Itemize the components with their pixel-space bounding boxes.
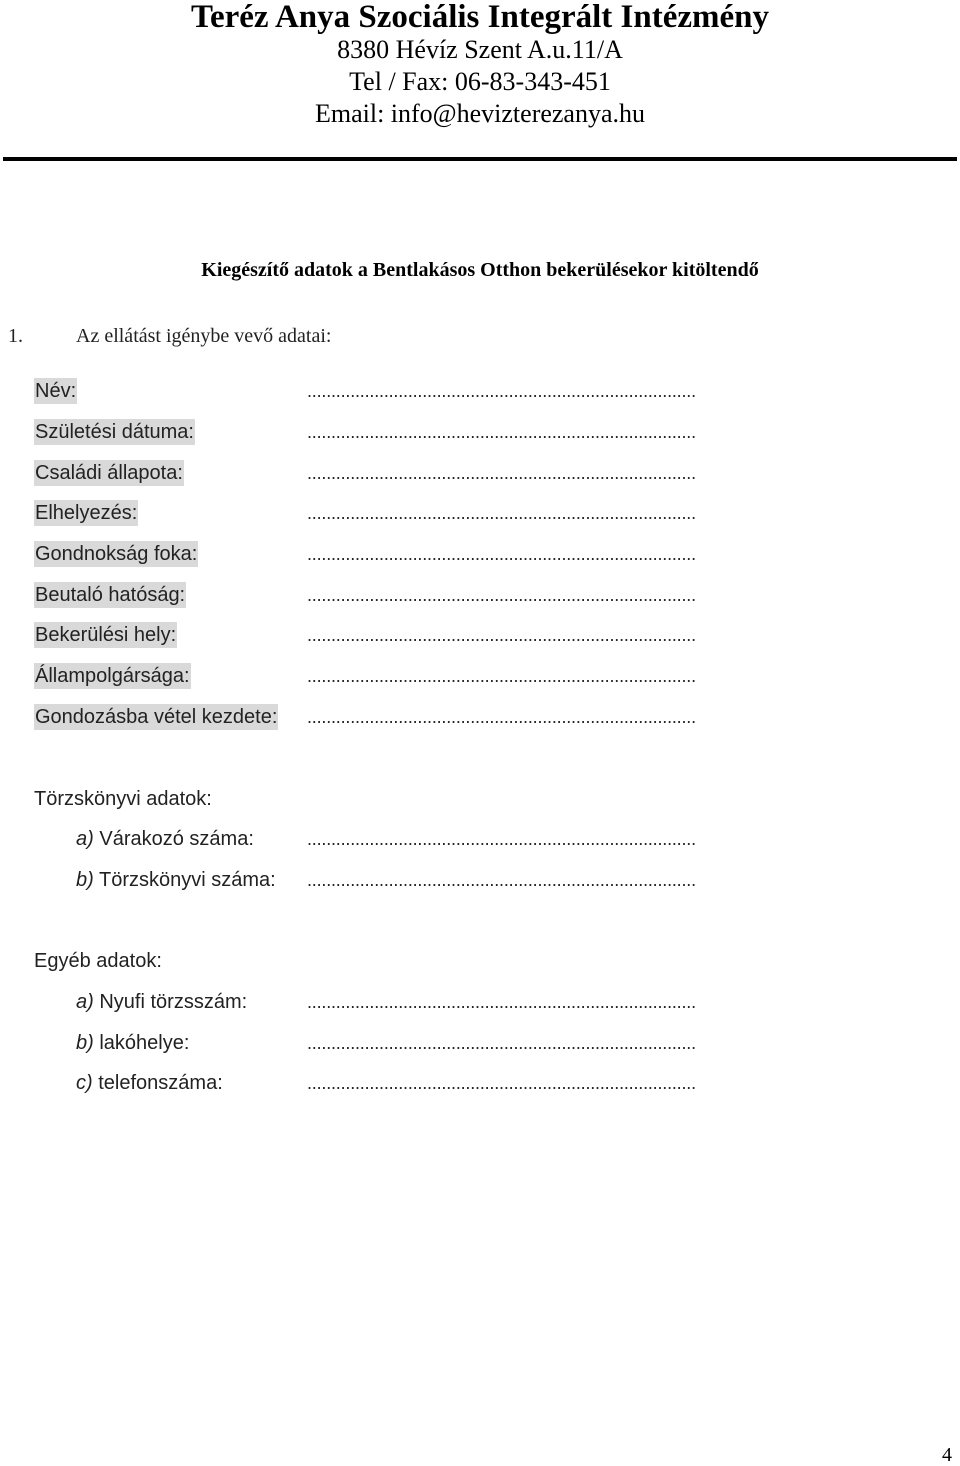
organization-email: Email: info@hevizterezanya.hu (314, 99, 646, 128)
form-row-birth-date (0, 419, 960, 445)
fill-in-line[interactable]: ................................................................................. (307, 463, 696, 483)
form-row-admission-place (0, 622, 960, 648)
fill-in-line[interactable]: ................................................................................. (307, 992, 696, 1012)
item-prefix: b) (76, 1032, 94, 1054)
fill-in-line[interactable]: ................................................................................. (307, 1033, 696, 1053)
form-row-waiting-number (0, 826, 960, 852)
field-label-text: Várakozó száma: (99, 828, 254, 850)
fill-in-line[interactable]: ................................................................................. (307, 503, 696, 523)
fill-in-line[interactable]: ................................................................................. (307, 870, 696, 890)
field-label (76, 1070, 223, 1096)
fill-in-line[interactable]: ................................................................................. (307, 625, 696, 645)
item-prefix: a) (76, 828, 94, 850)
form-row-placement (0, 500, 960, 526)
form-row-registry-number (0, 867, 960, 893)
letterhead (0, 0, 960, 130)
field-label: Állampolgársága: (35, 665, 190, 687)
field-label-text: Törzskönyvi száma: (99, 869, 276, 891)
form-row-referring-authority (0, 582, 960, 608)
field-label: Gondozásba vétel kezdete: (35, 706, 278, 728)
header-divider (3, 157, 957, 161)
field-label: Bekerülési hely: (35, 624, 177, 646)
fill-in-line[interactable]: ................................................................................. (307, 381, 696, 401)
organization-phone: Tel / Fax: 06-83-343-451 (349, 67, 611, 96)
form-row-marital-status (0, 460, 960, 486)
field-label (76, 867, 276, 893)
field-label: Név: (35, 380, 77, 402)
form-row-name (0, 378, 960, 404)
item-prefix: c) (76, 1072, 93, 1094)
field-label (76, 989, 247, 1015)
item-prefix: a) (76, 991, 94, 1013)
field-label-text: telefonszáma: (98, 1072, 223, 1094)
fill-in-line[interactable]: ................................................................................. (307, 585, 696, 605)
organization-address: 8380 Hévíz Szent A.u.11/A (337, 35, 623, 64)
other-data-heading: Egyéb adatok: (34, 950, 162, 972)
registry-heading: Törzskönyvi adatok: (34, 788, 212, 810)
section-number: 1. (8, 325, 23, 347)
section-heading: Az ellátást igénybe vevő adatai: (76, 325, 332, 347)
fill-in-line[interactable]: ................................................................................. (307, 544, 696, 564)
fill-in-line[interactable]: ................................................................................. (307, 422, 696, 442)
form-row-guardianship (0, 541, 960, 567)
fill-in-line[interactable]: ................................................................................. (307, 829, 696, 849)
item-prefix: b) (76, 869, 94, 891)
organization-name: Teréz Anya Szociális Integrált Intézmény (190, 0, 770, 35)
fill-in-line[interactable]: ................................................................................. (307, 1073, 696, 1093)
page-number: 4 (942, 1444, 952, 1466)
field-label-text: Nyufi törzsszám: (99, 991, 248, 1013)
field-label-text: lakóhelye: (99, 1032, 190, 1054)
form-row-care-start (0, 704, 960, 730)
form-row-residence (0, 1030, 960, 1056)
fill-in-line[interactable]: ................................................................................. (307, 707, 696, 727)
fill-in-line[interactable]: ................................................................................. (307, 666, 696, 686)
field-label: Gondnokság foka: (35, 543, 198, 565)
field-label (76, 826, 254, 852)
form-row-phone-number (0, 1070, 960, 1096)
form-row-pension-id (0, 989, 960, 1015)
field-label: Beutaló hatóság: (35, 584, 186, 606)
field-label: Születési dátuma: (35, 421, 194, 443)
document-title: Kiegészítő adatok a Bentlakásos Otthon bekerülésekor kitöltendő (201, 259, 759, 281)
field-label (76, 1030, 189, 1056)
field-label: Családi állapota: (35, 462, 183, 484)
form-row-citizenship (0, 663, 960, 689)
field-label: Elhelyezés: (35, 502, 138, 524)
